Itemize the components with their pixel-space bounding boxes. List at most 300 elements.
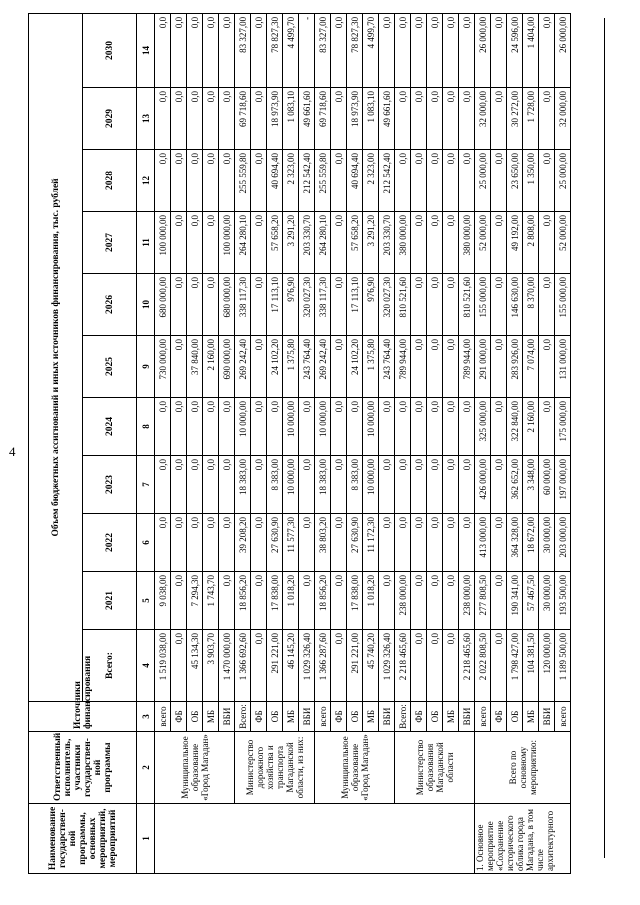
year-value: 100 000,00 xyxy=(219,212,235,274)
year-value: 175 000,00 xyxy=(555,398,571,456)
year-value: 0,0 xyxy=(203,13,219,87)
year-value: 0,0 xyxy=(331,336,347,398)
year-value: 10 000,00 xyxy=(283,456,299,514)
column-number: 12 xyxy=(137,150,155,212)
year-value: 0,0 xyxy=(491,274,507,336)
table-row xyxy=(155,13,171,873)
year-value: 0,0 xyxy=(251,456,267,514)
year-value: 0,0 xyxy=(219,13,235,87)
year-value: 0,0 xyxy=(443,150,459,212)
column-number: 5 xyxy=(137,572,155,630)
year-value: 269 242,40 xyxy=(235,336,251,398)
year-value: 0,0 xyxy=(267,398,283,456)
year-value: 0,0 xyxy=(251,150,267,212)
year-value: 264 280,10 xyxy=(235,212,251,274)
responsible-executor: Всего по основному мероприятию: xyxy=(475,732,571,804)
year-value: 203 330,70 xyxy=(299,212,315,274)
year-value: 810 521,60 xyxy=(459,274,475,336)
year-value: 57 658,20 xyxy=(347,212,363,274)
year-value: 0,0 xyxy=(491,514,507,572)
total-value: 104 381,50 xyxy=(523,630,539,702)
year-value: 380 000,00 xyxy=(459,212,475,274)
year-value: 52 000,00 xyxy=(555,212,571,274)
total-value: 2 022 808,50 xyxy=(475,630,491,702)
year-value: 0,0 xyxy=(443,336,459,398)
year-value: 0,0 xyxy=(427,150,443,212)
year-value: 0,0 xyxy=(187,150,203,212)
header-total: Всего: xyxy=(83,630,137,702)
year-value: 0,0 xyxy=(539,398,555,456)
year-value: 0,0 xyxy=(427,88,443,150)
year-value: 0,0 xyxy=(251,88,267,150)
year-value: 0,0 xyxy=(459,456,475,514)
year-value: 1 728,00 xyxy=(523,88,539,150)
total-value: 120 000,00 xyxy=(539,630,555,702)
year-value: 0,0 xyxy=(443,398,459,456)
year-value: 0,0 xyxy=(171,336,187,398)
year-value: 49 661,60 xyxy=(379,88,395,150)
year-value: 11 172,30 xyxy=(363,514,379,572)
year-value: 18 856,20 xyxy=(315,572,331,630)
year-value: 0,0 xyxy=(491,150,507,212)
total-value: 0,0 xyxy=(251,630,267,702)
year-value: 0,0 xyxy=(171,456,187,514)
year-value: 0,0 xyxy=(203,150,219,212)
column-number: 9 xyxy=(137,336,155,398)
year-value: 17 113,10 xyxy=(267,274,283,336)
year-value: 0,0 xyxy=(331,274,347,336)
year-value: 0,0 xyxy=(251,514,267,572)
year-value: 322 840,00 xyxy=(507,398,523,456)
funding-source: ФБ xyxy=(491,702,507,732)
year-value: 18 383,00 xyxy=(235,456,251,514)
year-value: 212 542,40 xyxy=(299,150,315,212)
year-value: 2 808,00 xyxy=(523,212,539,274)
year-value: 325 000,00 xyxy=(475,398,491,456)
year-value: 0,0 xyxy=(443,13,459,87)
year-value: 131 000,00 xyxy=(555,336,571,398)
year-value: 10 000,00 xyxy=(283,398,299,456)
funding-source: Всего: xyxy=(395,702,411,732)
year-value: 18 672,00 xyxy=(523,514,539,572)
year-value: 0,0 xyxy=(427,398,443,456)
year-value: 0,0 xyxy=(219,572,235,630)
column-number: 3 xyxy=(137,702,155,732)
year-value: 30 000,00 xyxy=(539,514,555,572)
funding-source: МБ xyxy=(283,702,299,732)
year-value: 0,0 xyxy=(219,514,235,572)
year-value: 30 000,00 xyxy=(539,572,555,630)
year-value: 0,0 xyxy=(411,456,427,514)
year-value: 155 000,00 xyxy=(475,274,491,336)
table-row xyxy=(395,13,411,873)
year-value: 0,0 xyxy=(187,456,203,514)
year-value: 23 650,00 xyxy=(507,150,523,212)
year-value: 0,0 xyxy=(331,212,347,274)
year-value: 18 856,20 xyxy=(235,572,251,630)
year-value: 2 323,00 xyxy=(363,150,379,212)
year-value: 49 661,60 xyxy=(299,88,315,150)
year-value: 32 000,00 xyxy=(475,88,491,150)
column-number: 2 xyxy=(137,732,155,804)
column-number: 10 xyxy=(137,274,155,336)
column-number: 4 xyxy=(137,630,155,702)
year-value: 8 383,00 xyxy=(347,456,363,514)
responsible-executor: Министерство дорожного хозяйства и транспорта Магаданской области, из них: xyxy=(235,732,315,804)
year-value: 39 208,20 xyxy=(235,514,251,572)
total-value: 1 189 500,00 xyxy=(555,630,571,702)
year-value: 26 000,00 xyxy=(475,13,491,87)
table-row xyxy=(315,13,331,873)
funding-source: всего xyxy=(315,702,331,732)
year-value: 0,0 xyxy=(203,456,219,514)
funding-source: ОБ xyxy=(267,702,283,732)
year-value: 7 294,30 xyxy=(187,572,203,630)
year-value: 10 000,00 xyxy=(315,398,331,456)
responsible-executor: Муниципальное образование «Город Магадан» xyxy=(315,732,395,804)
funding-source: ВБИ xyxy=(539,702,555,732)
funding-source: МБ xyxy=(203,702,219,732)
year-value: 0,0 xyxy=(443,514,459,572)
year-value: 0,0 xyxy=(299,456,315,514)
year-value: 32 000,00 xyxy=(555,88,571,150)
year-value: 0,0 xyxy=(491,456,507,514)
table-body xyxy=(29,13,571,873)
year-value: 25 000,00 xyxy=(555,150,571,212)
year-value: 8 383,00 xyxy=(267,456,283,514)
total-value: 291 221,00 xyxy=(347,630,363,702)
year-value: 0,0 xyxy=(299,572,315,630)
year-value: 1 375,80 xyxy=(363,336,379,398)
year-value: 212 542,40 xyxy=(379,150,395,212)
year-value: 0,0 xyxy=(187,514,203,572)
rotated-page xyxy=(28,14,588,874)
year-value: 0,0 xyxy=(171,13,187,87)
year-value: 9 038,00 xyxy=(155,572,171,630)
funding-source: ВБИ xyxy=(459,702,475,732)
total-value: 1 029 326,40 xyxy=(379,630,395,702)
year-value: 0,0 xyxy=(539,88,555,150)
year-value: 0,0 xyxy=(155,456,171,514)
year-value: 690 000,00 xyxy=(219,336,235,398)
year-value: 1 018,20 xyxy=(363,572,379,630)
funding-source: ФБ xyxy=(171,702,187,732)
year-value: 0,0 xyxy=(171,572,187,630)
responsible-executor: Министерство образования Магаданской области xyxy=(395,732,475,804)
year-value: 24 102,20 xyxy=(347,336,363,398)
total-value: 45 134,30 xyxy=(187,630,203,702)
year-value: 0,0 xyxy=(171,514,187,572)
year-value: 789 944,00 xyxy=(459,336,475,398)
total-value: 2 218 465,60 xyxy=(459,630,475,702)
year-value: 0,0 xyxy=(251,572,267,630)
year-value: 0,0 xyxy=(379,398,395,456)
column-number: 7 xyxy=(137,456,155,514)
year-value: 0,0 xyxy=(491,398,507,456)
year-value: 38 803,20 xyxy=(315,514,331,572)
year-value: 320 027,30 xyxy=(379,274,395,336)
year-value: 1 350,00 xyxy=(523,150,539,212)
year-value: 26 000,00 xyxy=(555,13,571,87)
year-value: 2 160,00 xyxy=(523,398,539,456)
year-value: 0,0 xyxy=(331,456,347,514)
table-row xyxy=(235,13,251,873)
year-value: 0,0 xyxy=(203,88,219,150)
year-value: 0,0 xyxy=(251,13,267,87)
year-value: 0,0 xyxy=(411,274,427,336)
year-value: 0,0 xyxy=(395,13,411,87)
funding-source: всего xyxy=(555,702,571,732)
year-value: 0,0 xyxy=(443,572,459,630)
year-value: 238 000,00 xyxy=(395,572,411,630)
total-value: 1 798 427,00 xyxy=(507,630,523,702)
year-value: 27 630,90 xyxy=(347,514,363,572)
year-value: 0,0 xyxy=(171,398,187,456)
year-value: 238 000,00 xyxy=(459,572,475,630)
year-value: 11 577,30 xyxy=(283,514,299,572)
total-value: 0,0 xyxy=(331,630,347,702)
year-value: 0,0 xyxy=(155,150,171,212)
funding-source: МБ xyxy=(443,702,459,732)
funding-source: ФБ xyxy=(331,702,347,732)
year-value: 0,0 xyxy=(171,274,187,336)
year-value: 0,0 xyxy=(427,274,443,336)
year-value: 291 000,00 xyxy=(475,336,491,398)
year-value: 730 000,00 xyxy=(155,336,171,398)
total-value: 0,0 xyxy=(411,630,427,702)
year-value: 0,0 xyxy=(443,212,459,274)
funding-source: ВБИ xyxy=(219,702,235,732)
funding-source: ОБ xyxy=(187,702,203,732)
funding-source: ВБИ xyxy=(379,702,395,732)
year-value: 18 383,00 xyxy=(315,456,331,514)
year-value: 413 000,00 xyxy=(475,514,491,572)
year-value: 37 840,00 xyxy=(187,336,203,398)
year-value: 10 000,00 xyxy=(363,398,379,456)
year-value: 0,0 xyxy=(299,398,315,456)
total-value: 46 145,20 xyxy=(283,630,299,702)
total-value: 0,0 xyxy=(171,630,187,702)
total-value: 0,0 xyxy=(443,630,459,702)
column-number: 1 xyxy=(137,804,155,874)
year-value: 0,0 xyxy=(491,88,507,150)
year-value: 0,0 xyxy=(459,13,475,87)
year-value: 0,0 xyxy=(411,336,427,398)
year-value: 0,0 xyxy=(539,212,555,274)
year-value: - xyxy=(299,13,315,87)
year-value: 0,0 xyxy=(187,88,203,150)
year-value: 203 000,00 xyxy=(555,514,571,572)
year-value: 0,0 xyxy=(171,88,187,150)
year-value: 0,0 xyxy=(411,13,427,87)
year-value: 0,0 xyxy=(427,13,443,87)
year-value: 0,0 xyxy=(331,514,347,572)
year-value: 0,0 xyxy=(203,514,219,572)
funding-source: всего xyxy=(155,702,171,732)
year-value: 100 000,00 xyxy=(155,212,171,274)
year-value: 40 694,40 xyxy=(347,150,363,212)
year-value: 57 467,50 xyxy=(523,572,539,630)
year-value: 1 404,00 xyxy=(523,13,539,87)
year-value: 7 074,00 xyxy=(523,336,539,398)
header-year: 2021 xyxy=(83,572,137,630)
year-value: 78 827,30 xyxy=(347,13,363,87)
total-value: 1 519 038,00 xyxy=(155,630,171,702)
year-value: 1 375,80 xyxy=(283,336,299,398)
year-value: 0,0 xyxy=(411,212,427,274)
year-value: 0,0 xyxy=(427,336,443,398)
funding-source: Всего: xyxy=(235,702,251,732)
year-value: 193 500,00 xyxy=(555,572,571,630)
year-value: 155 000,00 xyxy=(555,274,571,336)
activity-name-empty xyxy=(155,804,475,874)
header-year: 2030 xyxy=(83,13,137,87)
year-value: 0,0 xyxy=(459,88,475,150)
year-value: 0,0 xyxy=(171,150,187,212)
column-number: 11 xyxy=(137,212,155,274)
year-value: 0,0 xyxy=(331,13,347,87)
year-value: 680 000,00 xyxy=(219,274,235,336)
year-value: 338 117,30 xyxy=(235,274,251,336)
year-value: 0,0 xyxy=(411,514,427,572)
year-value: 83 327,00 xyxy=(235,13,251,87)
funding-source: ФБ xyxy=(411,702,427,732)
year-value: 426 000,00 xyxy=(475,456,491,514)
year-value: 243 764,40 xyxy=(379,336,395,398)
column-number: 6 xyxy=(137,514,155,572)
year-value: 1 018,20 xyxy=(283,572,299,630)
year-value: 27 630,90 xyxy=(267,514,283,572)
year-value: 0,0 xyxy=(251,274,267,336)
year-value: 0,0 xyxy=(379,572,395,630)
year-value: 789 944,00 xyxy=(395,336,411,398)
year-value: 25 000,00 xyxy=(475,150,491,212)
total-value: 0,0 xyxy=(427,630,443,702)
column-number: 14 xyxy=(137,13,155,87)
year-value: 57 658,20 xyxy=(267,212,283,274)
year-value: 0,0 xyxy=(395,150,411,212)
year-value: 0,0 xyxy=(187,13,203,87)
table-row xyxy=(475,13,491,873)
year-value: 0,0 xyxy=(539,274,555,336)
year-value: 0,0 xyxy=(219,456,235,514)
year-value: 255 559,80 xyxy=(235,150,251,212)
year-value: 0,0 xyxy=(187,212,203,274)
funding-source: МБ xyxy=(523,702,539,732)
year-value: 243 764,40 xyxy=(299,336,315,398)
header-year: 2025 xyxy=(83,336,137,398)
year-value: 60 000,00 xyxy=(539,456,555,514)
year-value: 0,0 xyxy=(203,274,219,336)
total-value: 45 740,20 xyxy=(363,630,379,702)
year-value: 78 827,30 xyxy=(267,13,283,87)
year-value: 0,0 xyxy=(539,336,555,398)
total-value: 1 470 000,00 xyxy=(219,630,235,702)
year-value: 0,0 xyxy=(491,572,507,630)
year-value: 0,0 xyxy=(203,398,219,456)
year-value: 0,0 xyxy=(251,336,267,398)
year-value: 0,0 xyxy=(427,514,443,572)
year-value: 0,0 xyxy=(347,398,363,456)
year-value: 0,0 xyxy=(155,13,171,87)
activity-name: 1. Основное мероприятие «Сохранение исторического облика города Магадана, в том числе архитектурного xyxy=(475,804,571,874)
year-value: 4 499,70 xyxy=(283,13,299,87)
header-responsible: Ответственный исполнитель, участники государствен-ной программы xyxy=(29,732,137,804)
year-value: 0,0 xyxy=(155,88,171,150)
page-edge-line xyxy=(604,18,605,858)
year-value: 0,0 xyxy=(427,572,443,630)
year-value: 0,0 xyxy=(251,212,267,274)
year-value: 0,0 xyxy=(299,514,315,572)
year-value: 4 499,70 xyxy=(363,13,379,87)
year-value: 0,0 xyxy=(331,150,347,212)
year-value: 364 328,00 xyxy=(507,514,523,572)
funding-source: МБ xyxy=(363,702,379,732)
column-number: 13 xyxy=(137,88,155,150)
year-value: 0,0 xyxy=(411,150,427,212)
year-value: 976,90 xyxy=(283,274,299,336)
year-value: 10 000,00 xyxy=(235,398,251,456)
total-value: 1 366 287,60 xyxy=(315,630,331,702)
header-year: 2028 xyxy=(83,150,137,212)
header-year: 2029 xyxy=(83,88,137,150)
year-value: 380 000,00 xyxy=(395,212,411,274)
header-year: 2023 xyxy=(83,456,137,514)
year-value: 0,0 xyxy=(459,398,475,456)
year-value: 0,0 xyxy=(459,514,475,572)
year-value: 0,0 xyxy=(411,398,427,456)
year-value: 0,0 xyxy=(443,456,459,514)
year-value: 17 838,00 xyxy=(267,572,283,630)
year-value: 0,0 xyxy=(331,88,347,150)
year-value: 0,0 xyxy=(539,13,555,87)
header-funding-title: Объем бюджетных ассигнований и иных источников финансирования, тыс. рублей xyxy=(29,13,83,701)
header-year: 2024 xyxy=(83,398,137,456)
total-value: 2 218 465,60 xyxy=(395,630,411,702)
year-value: 255 559,80 xyxy=(315,150,331,212)
year-value: 0,0 xyxy=(219,398,235,456)
year-value: 69 718,60 xyxy=(315,88,331,150)
year-value: 0,0 xyxy=(379,13,395,87)
year-value: 30 272,00 xyxy=(507,88,523,150)
header-name: Наименование государствен-ной программы, основных мероприятий, мероприятий xyxy=(29,804,137,874)
year-value: 146 630,00 xyxy=(507,274,523,336)
year-value: 18 973,90 xyxy=(347,88,363,150)
year-value: 83 327,00 xyxy=(315,13,331,87)
year-value: 0,0 xyxy=(459,150,475,212)
year-value: 3 348,00 xyxy=(523,456,539,514)
year-value: 976,90 xyxy=(363,274,379,336)
year-value: 0,0 xyxy=(219,88,235,150)
year-value: 0,0 xyxy=(443,274,459,336)
year-value: 0,0 xyxy=(379,514,395,572)
year-value: 8 370,00 xyxy=(523,274,539,336)
year-value: 0,0 xyxy=(155,514,171,572)
year-value: 0,0 xyxy=(219,150,235,212)
year-value: 0,0 xyxy=(155,398,171,456)
year-value: 17 838,00 xyxy=(347,572,363,630)
funding-source: ФБ xyxy=(251,702,267,732)
year-value: 0,0 xyxy=(411,88,427,150)
funding-source: всего xyxy=(475,702,491,732)
year-value: 0,0 xyxy=(187,398,203,456)
year-value: 680 000,00 xyxy=(155,274,171,336)
year-value: 2 323,00 xyxy=(283,150,299,212)
year-value: 0,0 xyxy=(395,456,411,514)
year-value: 269 242,40 xyxy=(315,336,331,398)
year-value: 0,0 xyxy=(331,398,347,456)
year-value: 0,0 xyxy=(443,88,459,150)
